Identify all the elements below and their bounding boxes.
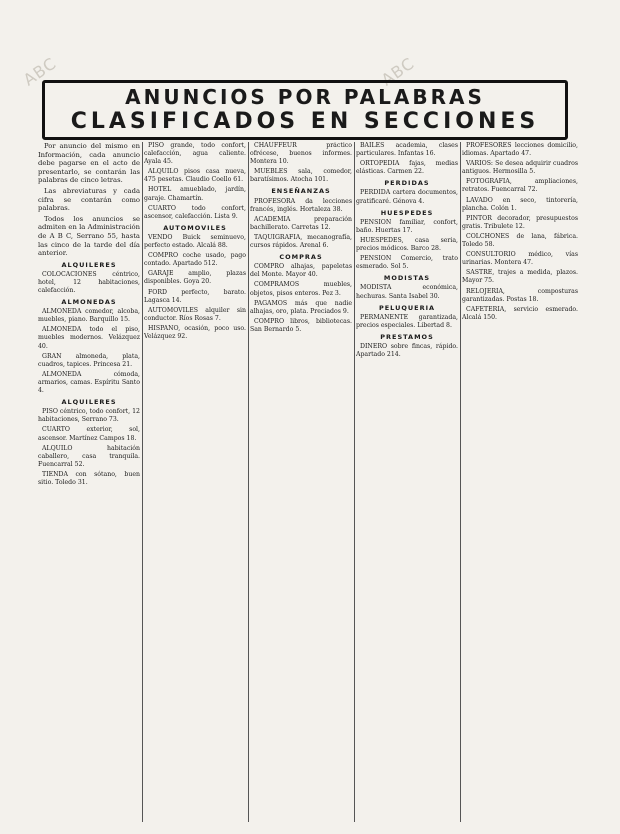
classified-ad: DINERO sobre fincas, rápido. Apartado 214. <box>356 342 458 359</box>
intro-paragraph: Todos los anuncios se admiten en la Administración de A B C, Serrano 55, hasta las cinco de la tarde del día anterior. <box>38 214 140 258</box>
classified-ad: TAQUIGRAFIA, mecanografía, cursos rápidos. Arenal 6. <box>250 233 352 250</box>
classified-ad: PENSION familiar, confort, baño. Huertas 17. <box>356 218 458 234</box>
classified-ad: ALMONEDA comedor, alcoba, muebles, piano. Barquillo 15. <box>38 308 140 324</box>
section-heading: PRESTAMOS <box>380 332 434 341</box>
classified-ad: CUARTO todo confort, ascensor, calefacción. Lista 9. <box>144 204 246 220</box>
watermark-right: ABC <box>377 53 419 90</box>
classified-ad: COMPRAMOS muebles, objetos, pisos enteros. Pez 3. <box>250 281 352 297</box>
watermark-left: ABC <box>19 53 61 90</box>
classified-ad: VARIOS: Se desea adquirir cuadros antiguos. Hermosilla 5. <box>462 160 578 176</box>
section-banner <box>42 80 568 140</box>
section-heading: PELUQUERIA <box>378 303 436 312</box>
classified-ad: CONSULTORIO médico, vías urinarias. Montera 47. <box>462 251 578 267</box>
classified-ad: TIENDA con sótano, buen sitio. Toledo 31. <box>38 470 140 486</box>
column-divider <box>142 142 143 822</box>
classified-ad: PISO céntrico, todo confort, 12 habitaciones, Serrano 73. <box>38 408 140 424</box>
section-heading: COMPRAS <box>279 253 323 262</box>
column-2 <box>144 142 246 822</box>
classified-ad: MODISTA económica, hechuras. Santa Isabel 30. <box>356 284 458 300</box>
classified-ad: RELOJERIA, composturas garantizadas. Postas 18. <box>462 287 578 303</box>
classified-ad: GRAN almoneda, plata, cuadros, tapices. Princesa 21. <box>38 352 140 368</box>
section-heading: ALQUILERES <box>61 260 117 269</box>
classified-ad: FORD perfecto, barato. Lagasca 14. <box>144 288 246 304</box>
classified-ad: AUTOMOVILES alquiler sin conductor. Ríos Rosas 7. <box>144 306 246 322</box>
classified-ad: GARAJE amplio, plazas disponibles. Goya 20. <box>144 270 246 286</box>
classified-ad: PENSION Comercio, trato esmerado. Sol 5. <box>356 255 458 271</box>
classified-ad: COLOCACIONES céntrico, hotel, 12 habitaciones, calefacción. <box>38 270 140 294</box>
column-divider <box>248 142 249 822</box>
column-1 <box>38 142 140 822</box>
section-heading: AUTOMOVILES <box>163 223 227 232</box>
classified-ad: CHAUFFEUR práctico ofrécese, buenos informes. Montera 10. <box>250 142 352 166</box>
column-4 <box>356 142 458 822</box>
classified-ad: ALQUILO habitación caballero, casa tranquila. Fuencarral 52. <box>38 444 140 468</box>
classified-ad: ACADEMIA preparación bachillerato. Carretas 12. <box>250 215 352 231</box>
classified-ad: PROFESORES lecciones domicilio, idiomas. Apartado 47. <box>462 142 578 158</box>
section-heading: HUESPEDES <box>380 208 434 217</box>
classified-ad: ALMONEDA cómoda, armarios, camas. Espíritu Santo 4. <box>38 370 140 395</box>
intro-paragraph: Por anuncio del mismo en Información, cada anuncio debe pagarse en el acto de presentarlo, se contarán las palabras de cinco letras. <box>38 142 140 185</box>
banner-line-1: ANUNCIOS POR PALABRAS <box>125 85 485 109</box>
section-heading: ENSEÑANZAS <box>271 187 331 196</box>
classified-ad: HUESPEDES, casa seria, precios módicos. Barco 28. <box>356 236 458 253</box>
section-heading: MODISTAS <box>383 274 431 283</box>
column-5 <box>462 142 578 822</box>
section-heading: ALQUILERES <box>61 398 117 407</box>
classified-ad: MUEBLES sala, comedor, baratísimos. Atocha 101. <box>250 168 352 184</box>
classified-ad: PINTOR decorador, presupuestos gratis. Tribulete 12. <box>462 214 578 230</box>
section-heading: PERDIDAS <box>384 179 430 188</box>
column-3 <box>250 142 352 822</box>
classified-ad: COMPRO coche usado, pago contado. Apartado 512. <box>144 252 246 268</box>
classified-ad: SASTRE, trajes a medida, plazos. Mayor 75. <box>462 269 578 285</box>
classified-ad: HISPANO, ocasión, poco uso. Velázquez 92. <box>144 324 246 340</box>
column-divider <box>460 142 461 822</box>
classified-ad: COLCHONES de lana, fábrica. Toledo 58. <box>462 232 578 249</box>
classified-ad: LAVADO en seco, tintorería, plancha. Colón 1. <box>462 196 578 212</box>
banner-line-2: CLASIFICADOS EN SECCIONES <box>70 109 540 134</box>
classified-ad: VENDO Buick seminuevo, perfecto estado. Alcalá 88. <box>144 233 246 250</box>
classified-ad: ALMONEDA todo el piso, muebles modernos. Velázquez 40. <box>38 326 140 350</box>
classified-ad: PAGAMOS más que nadie alhajas, oro, plata. Preciados 9. <box>250 299 352 315</box>
classified-ad: BAILES academia, clases particulares. Infantas 16. <box>356 142 458 158</box>
classified-ad: FOTOGRAFIA, ampliaciones, retratos. Fuencarral 72. <box>462 178 578 194</box>
classified-ad: CAFETERIA, servicio esmerado. Alcalá 150. <box>462 305 578 321</box>
classified-ad: COMPRO alhajas, papeletas del Monte. Mayor 40. <box>250 263 352 279</box>
intro-paragraph: Las abreviaturas y cada cifra se contarán como palabras. <box>38 186 140 213</box>
classified-ad: PERMANENTE garantizada, precios especiales. Libertad 8. <box>356 313 458 329</box>
classified-ad: PERDIDA cartera documentos, gratificaré. Génova 4. <box>356 189 458 205</box>
ads-columns <box>38 142 578 822</box>
classified-ad: ALQUILO pisos casa nueva, 475 pesetas. Claudio Coello 61. <box>144 168 246 184</box>
section-heading: ALMONEDAS <box>61 298 117 307</box>
classified-ad: COMPRO libros, bibliotecas. San Bernardo 5. <box>250 317 352 333</box>
classified-ad: ORTOPEDIA fajas, medias elásticas. Carmen 22. <box>356 160 458 176</box>
column-divider <box>354 142 355 822</box>
classified-ad: PISO grande, todo confort, calefacción, agua caliente. Ayala 45. <box>144 142 246 166</box>
classified-ad: CUARTO exterior, sol, ascensor. Martínez Campos 18. <box>38 426 140 442</box>
classified-ad: PROFESORA da lecciones francés, inglés. Hortaleza 38. <box>250 197 352 213</box>
classified-ad: HOTEL amueblado, jardín, garaje. Chamartín. <box>144 186 246 202</box>
